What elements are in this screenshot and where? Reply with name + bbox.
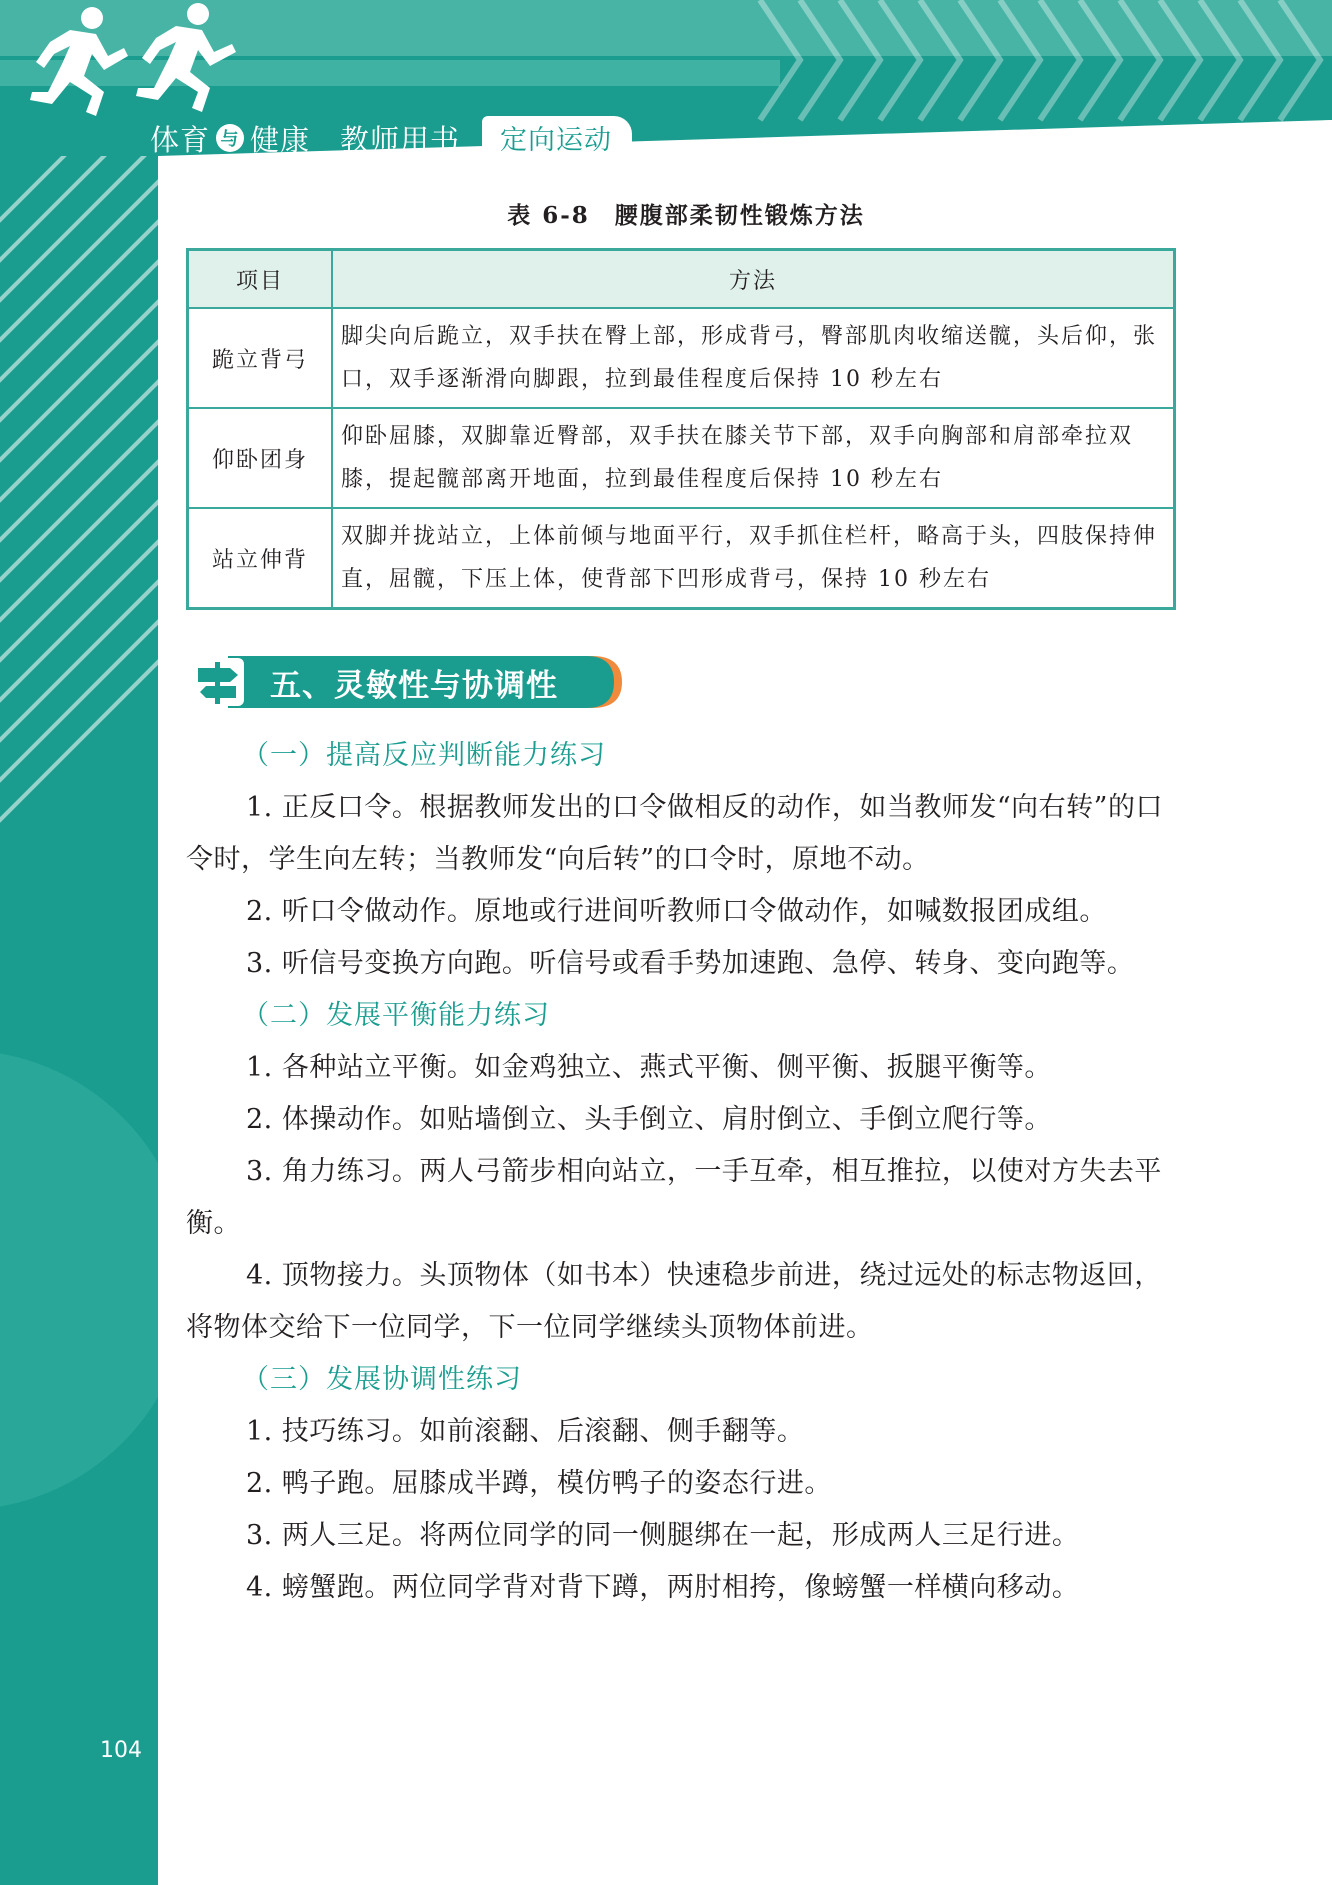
table-row bbox=[188, 508, 1175, 609]
table-cell-item: 站立伸背 bbox=[188, 508, 333, 609]
column-header-item: 项目 bbox=[188, 250, 333, 309]
paragraph: 3. 听信号变换方向跑。听信号或看手势加速跑、急停、转身、变向跑等。 bbox=[246, 948, 1135, 979]
runner-icon bbox=[0, 0, 240, 120]
table-cell-method: 脚尖向后跪立，双手扶在臀上部，形成背弓，臀部肌肉收缩送髋，头后仰，张口，双手逐渐滑向脚跟，拉到最佳程度后保持 10 秒左右 bbox=[332, 308, 1175, 408]
paragraph: 2. 鸭子跑。屈膝成半蹲，模仿鸭子的姿态行进。 bbox=[246, 1468, 832, 1499]
paragraph: 2. 听口令做动作。原地或行进间听教师口令做动作，如喊数报团成组。 bbox=[246, 896, 1107, 927]
table-row bbox=[188, 308, 1175, 408]
paragraph: 3. 角力练习。两人弓箭步相向站立，一手互牵，相互推拉，以使对方失去平衡。 bbox=[186, 1156, 1162, 1239]
book-title-part2: 健康 bbox=[250, 122, 311, 157]
table-row bbox=[188, 408, 1175, 508]
subheading-coordination: （三）发展协调性练习 bbox=[242, 1364, 522, 1395]
column-header-method: 方法 bbox=[332, 250, 1175, 309]
page-number: 104 bbox=[100, 1738, 142, 1763]
sidebar-stripes-decoration bbox=[0, 0, 158, 1885]
subheading-reaction: （一）提高反应判断能力练习 bbox=[242, 740, 606, 771]
subheading-balance: （二）发展平衡能力练习 bbox=[242, 1000, 550, 1031]
signpost-icon bbox=[190, 658, 244, 706]
paragraph: 4. 顶物接力。头顶物体（如书本）快速稳步前进，绕过远处的标志物返回，将物体交给下一位同学，下一位同学继续头顶物体前进。 bbox=[186, 1260, 1162, 1343]
paragraph: 1. 各种站立平衡。如金鸡独立、燕式平衡、侧平衡、扳腿平衡等。 bbox=[246, 1052, 1052, 1083]
chapter-tag: 定向运动 bbox=[482, 116, 632, 161]
paragraph: 4. 螃蟹跑。两位同学背对背下蹲，两肘相挎，像螃蟹一样横向移动。 bbox=[246, 1572, 1080, 1603]
table-cell-item: 跪立背弓 bbox=[188, 308, 333, 408]
book-title bbox=[150, 118, 632, 158]
book-subtitle: 教师用书 bbox=[340, 122, 461, 157]
table-cell-item: 仰卧团身 bbox=[188, 408, 333, 508]
book-title-part1: 体育 bbox=[150, 122, 211, 157]
table-cell-method: 双脚并拢站立，上体前倾与地面平行，双手抓住栏杆，略高于头，四肢保持伸直，屈髋，下压上体，使背部下凹形成背弓，保持 10 秒左右 bbox=[332, 508, 1175, 609]
paragraph: 1. 技巧练习。如前滚翻、后滚翻、侧手翻等。 bbox=[246, 1416, 805, 1447]
table-cell-method: 仰卧屈膝，双脚靠近臀部，双手扶在膝关节下部，双手向胸部和肩部牵拉双膝，提起髋部离开地面，拉到最佳程度后保持 10 秒左右 bbox=[332, 408, 1175, 508]
paragraph: 1. 正反口令。根据教师发出的口令做相反的动作，如当教师发“向右转”的口令时，学生向左转；当教师发“向后转”的口令时，原地不动。 bbox=[186, 792, 1163, 875]
book-title-badge: 与 bbox=[216, 124, 244, 152]
page-header bbox=[0, 0, 1332, 185]
section-heading bbox=[188, 654, 624, 710]
paragraph: 3. 两人三足。将两位同学的同一侧腿绑在一起，形成两人三足行进。 bbox=[246, 1520, 1080, 1551]
paragraph: 2. 体操动作。如贴墙倒立、头手倒立、肩肘倒立、手倒立爬行等。 bbox=[246, 1104, 1052, 1135]
table-caption: 表 6-8 腰腹部柔韧性锻炼方法 bbox=[507, 202, 865, 229]
flexibility-method-table bbox=[186, 248, 1176, 610]
left-sidebar bbox=[0, 0, 158, 1885]
section-content bbox=[186, 730, 1176, 1614]
table-header-row bbox=[188, 250, 1175, 309]
section-title: 五、灵敏性与协调性 bbox=[270, 668, 558, 704]
